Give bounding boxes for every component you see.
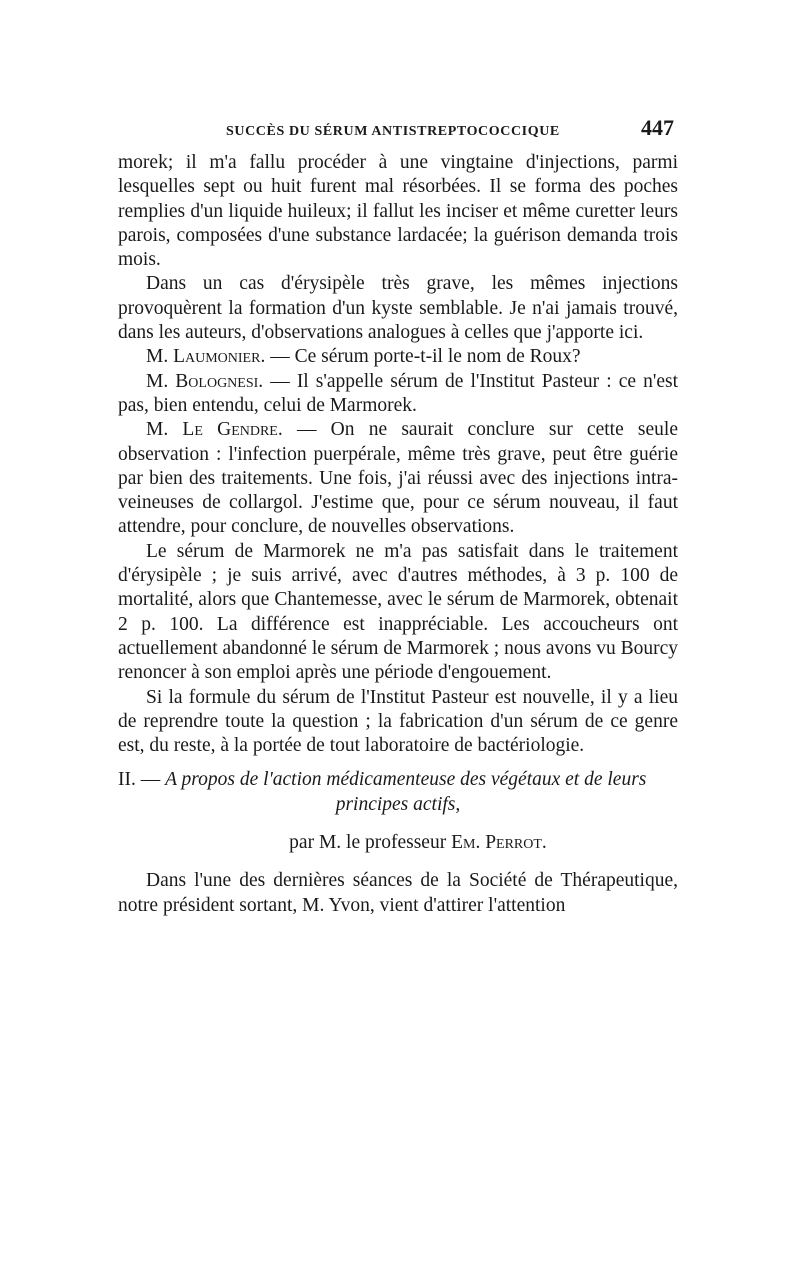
dialogue-paragraph — [118, 370, 678, 419]
speech-text: — Ce sérum porte-t-il le nom de Roux? — [265, 346, 581, 368]
body-text — [118, 151, 678, 918]
speech-text: — Il s'appelle sérum de l'Institut Pasteur : ce n'est pas, bien entendu, celui de Marmorek. — [118, 370, 678, 416]
paragraph: Le sérum de Marmorek ne m'a pas satisfait dans le traitement d'érysipèle ; je suis arrivé, avec d'autres méthodes, à 3 p. 100 de mortalité, alors que Chantemesse, avec le sérum de Marmorek, obtenait 2 p. 100. La différence est inappréciable. Les accoucheurs ont actuellement abandonné le sérum de Marmorek ; nous avons vu Bourcy renoncer à son emploi après une période d'engouement. — [118, 540, 678, 684]
byline-prefix: par M. le professeur — [289, 832, 452, 854]
book-page — [118, 115, 678, 918]
page-number: 447 — [641, 115, 674, 140]
speaker-name: M. Bolognesi. — [146, 370, 264, 392]
dialogue-paragraph — [118, 418, 678, 539]
paragraph: Dans un cas d'érysipèle très grave, les mêmes injections provoquèrent la formation d'un kyste semblable. Je n'ai jamais trouvé, dans les auteurs, d'observations analogues à celles que j'apporte ici. — [118, 273, 678, 344]
byline — [118, 831, 678, 855]
section-number: II. — — [118, 769, 166, 791]
section-heading-line — [118, 768, 678, 792]
speaker-name: M. Le Gendre. — [146, 419, 283, 441]
speaker-name: M. Laumonier. — [146, 346, 266, 368]
speech-text: — On ne saurait conclure sur cette seule observation : l'infection puerpérale, même très grave, peut être guérie par bien des traitements. Une fois, j'ai réussi avec des injections intra-veineuses de collargol. J'estime que, pour ce sérum nouveau, il faut attendre, pour conclure, de nouvelles observations. — [118, 419, 679, 538]
paragraph: Dans l'une des dernières séances de la Société de Thérapeutique, notre président sortant, M. Yvon, vient d'attirer l'attention — [118, 870, 678, 916]
section-title: A propos de l'action médicamenteuse des végétaux et de leurs — [165, 769, 647, 791]
dialogue-paragraph — [118, 345, 678, 369]
running-head — [118, 115, 678, 151]
section-title-continued: principes actifs, — [335, 793, 461, 815]
paragraph: morek; il m'a fallu procéder à une vingtaine d'injections, parmi lesquelles sept ou huit furent mal résorbées. Il se forma des poches remplies d'un liquide huileux; il fallut les inciser et même curetter leurs parois, composées d'une substance lardacée; la guérison demanda trois mois. — [118, 152, 678, 271]
paragraph: Si la formule du sérum de l'Institut Pasteur est nouvelle, il y a lieu de reprendre toute la question ; la fabrication d'un sérum de ce genre est, du reste, à la portée de tout laboratoire de bactériologie. — [118, 686, 678, 757]
section-heading — [118, 768, 678, 817]
running-title: SUCCÈS DU SÉRUM ANTISTREPTOCOCCIQUE — [226, 124, 560, 139]
author-name: Em. Perrot. — [451, 832, 547, 854]
